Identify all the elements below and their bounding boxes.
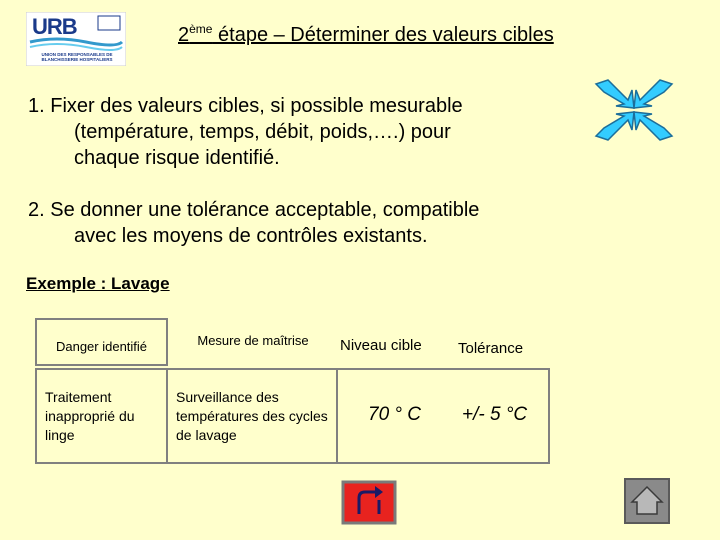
logo-subtitle: UNION DES RESPONSABLES DE BLANCHISSERIE HOSPITALIERS xyxy=(41,52,113,62)
point-2-line-2: avec les moyens de contrôles existants. xyxy=(74,225,428,247)
point-1-line-3: chaque risque identifié. xyxy=(74,147,280,169)
cell-tolerance-text: +/- 5 °C xyxy=(462,404,528,425)
logo-text: URB xyxy=(32,14,77,39)
cell-values xyxy=(336,368,550,464)
cell-mesure xyxy=(166,368,338,464)
point-1 xyxy=(28,93,463,171)
header-niveau-label: Niveau cible xyxy=(340,337,422,354)
page-title xyxy=(178,22,554,47)
return-arrow-icon xyxy=(341,480,397,525)
point-1-line-1: 1. Fixer des valeurs cibles, si possible mesurable xyxy=(28,95,463,117)
header-danger-label: Danger identifié xyxy=(55,339,148,354)
header-tolerance-label: Tolérance xyxy=(458,340,524,357)
home-button[interactable] xyxy=(624,478,670,524)
back-button[interactable] xyxy=(341,480,397,525)
title-superscript: ème xyxy=(189,22,213,36)
point-2-line-1: 2. Se donner une tolérance acceptable, compatible xyxy=(28,199,480,221)
urb-logo xyxy=(26,12,126,66)
header-cell-danger xyxy=(35,318,168,366)
header-mesure-label: Mesure de maîtrise xyxy=(197,333,309,348)
cell-danger xyxy=(35,368,168,464)
point-2 xyxy=(28,197,479,249)
title-text: étape – Déterminer des valeurs cibles xyxy=(212,24,554,46)
inward-arrows-icon xyxy=(592,78,676,142)
cell-niveau-text: 70 ° C xyxy=(368,404,422,425)
cell-mesure-text: Surveillance des températures des cycles de lavage xyxy=(176,389,328,443)
home-icon xyxy=(624,478,670,524)
title-prefix: 2 xyxy=(178,24,190,46)
cell-danger-text: Traitement inapproprié du linge xyxy=(45,389,135,443)
point-1-line-2: (température, temps, débit, poids,….) pour xyxy=(74,121,451,143)
example-label: Exemple : Lavage xyxy=(26,274,170,293)
